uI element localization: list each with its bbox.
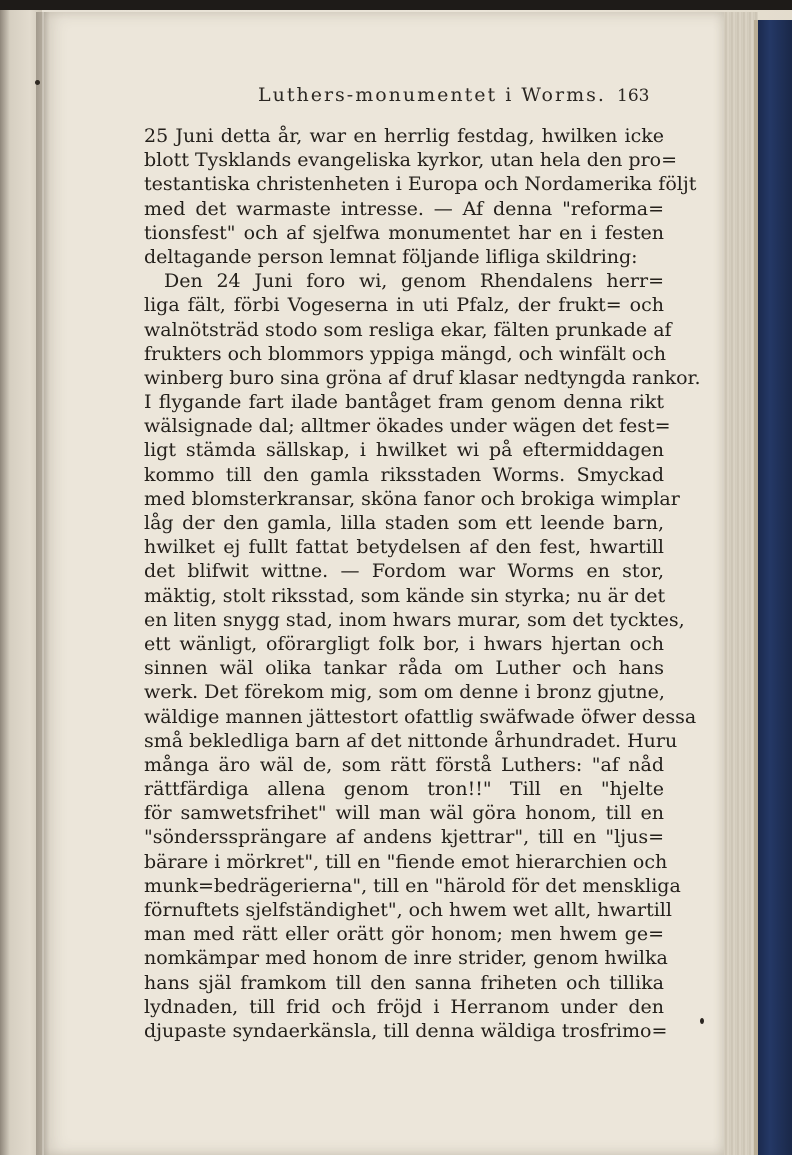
text-line: munk=bedrägerierna", till en "härold för det menskliga (144, 874, 681, 897)
text-line: hans själ framkom till den sanna friheten och tillika (144, 971, 664, 994)
running-header: Luthers-monumentet i Worms. (258, 84, 606, 106)
text-line: hwilket ej fullt fattat betydelsen af den fest, hwartill (144, 536, 664, 559)
text-line: små bekledliga barn af det nittonde århundradet. Huru (144, 729, 678, 752)
text-line: bärare i mörkret", till en "fiende emot hierarchien och (144, 850, 668, 873)
text-line: liga fält, förbi Vogeserna in uti Pfalz, der frukt= och (144, 294, 664, 317)
book-cover (758, 20, 792, 1155)
ink-speck (700, 1018, 704, 1024)
text-line: man med rätt eller orätt gör honom; men hwem ge= (144, 923, 664, 946)
text-line: ligt stämda sällskap, i hwilket wi på eftermiddagen (144, 439, 664, 462)
text-line: ett wänligt, oförargligt folk bor, i hwars hjertan och (144, 632, 664, 655)
text-line: testantiska christenheten i Europa och Nordamerika följt (144, 173, 697, 196)
text-line: djupaste syndaerkänsla, till denna wäldiga trosfrimo= (144, 1019, 668, 1042)
text-line: låg der den gamla, lilla staden som ett leende barn, (144, 512, 664, 534)
text-line: Den 24 Juni foro wi, genom Rhendalens herr= (164, 270, 664, 293)
text-line: walnötsträd stodo som resliga ekar, fälten prunkade af (144, 318, 672, 341)
text-line: winberg buro sina gröna af druf klasar nedtyngda rankor. (144, 366, 701, 389)
page-number: 163 (617, 86, 650, 106)
text-line: för samwetsfrihet" will man wäl göra honom, till en (144, 802, 664, 825)
text-line: I flygande fart ilade bantåget fram genom denna rikt (144, 391, 664, 414)
text-line: wäldige mannen jättestort ofattlig swäfwade öfwer dessa (144, 705, 697, 728)
text-line: wälsignade dal; alltmer ökades under wägen det fest= (144, 415, 671, 438)
text-line: lydnaden, till frid och fröjd i Herranom under den (144, 995, 664, 1018)
text-line: förnuftets sjelfständighet", och hwem wet allt, hwartill (144, 899, 672, 921)
text-line: deltagande person lemnat följande lifliga skildring: (144, 245, 638, 268)
binding-shadow (36, 12, 50, 1155)
text-line: 25 Juni detta år, war en herrlig festdag, hwilken icke (144, 125, 664, 147)
text-line: rättfärdiga allena genom tron!!" Till en "hjelte (144, 778, 664, 801)
book-page (44, 12, 724, 1155)
scan-top-edge (0, 0, 792, 10)
text-line: tionsfest" och af sjelfwa monumentet har en i festen (144, 221, 664, 244)
text-line: sinnen wäl olika tankar råda om Luther och hans (144, 657, 664, 680)
text-line: med blomsterkransar, sköna fanor och brokiga wimplar (144, 487, 680, 510)
text-line: med det warmaste intresse. — Af denna "reforma= (144, 197, 664, 220)
text-line: frukters och blommors yppiga mängd, och winfält och (144, 342, 667, 365)
text-line: det blifwit wittne. — Fordom war Worms en stor, (144, 560, 664, 583)
text-line: en liten snygg stad, inom hwars murar, som det tycktes, (144, 608, 685, 631)
text-line: mäktig, stolt riksstad, som kände sin styrka; nu är det (144, 584, 666, 607)
text-line: "sönderssprängare af andens kjettrar", till en "ljus= (144, 826, 664, 849)
text-line: blott Tysklands evangeliska kyrkor, utan hela den pro= (144, 149, 678, 172)
text-line: många äro wäl de, som rätt förstå Luthers: "af nåd (144, 753, 664, 776)
text-line: nomkämpar med honom de inre strider, genom hwilka (144, 947, 668, 970)
text-line: werk. Det förekom mig, som om denne i bronz gjutne, (144, 681, 665, 704)
text-line: kommo till den gamla riksstaden Worms. Smyckad (144, 463, 664, 486)
page-fore-edge (724, 12, 758, 1155)
body-text (144, 124, 701, 1043)
